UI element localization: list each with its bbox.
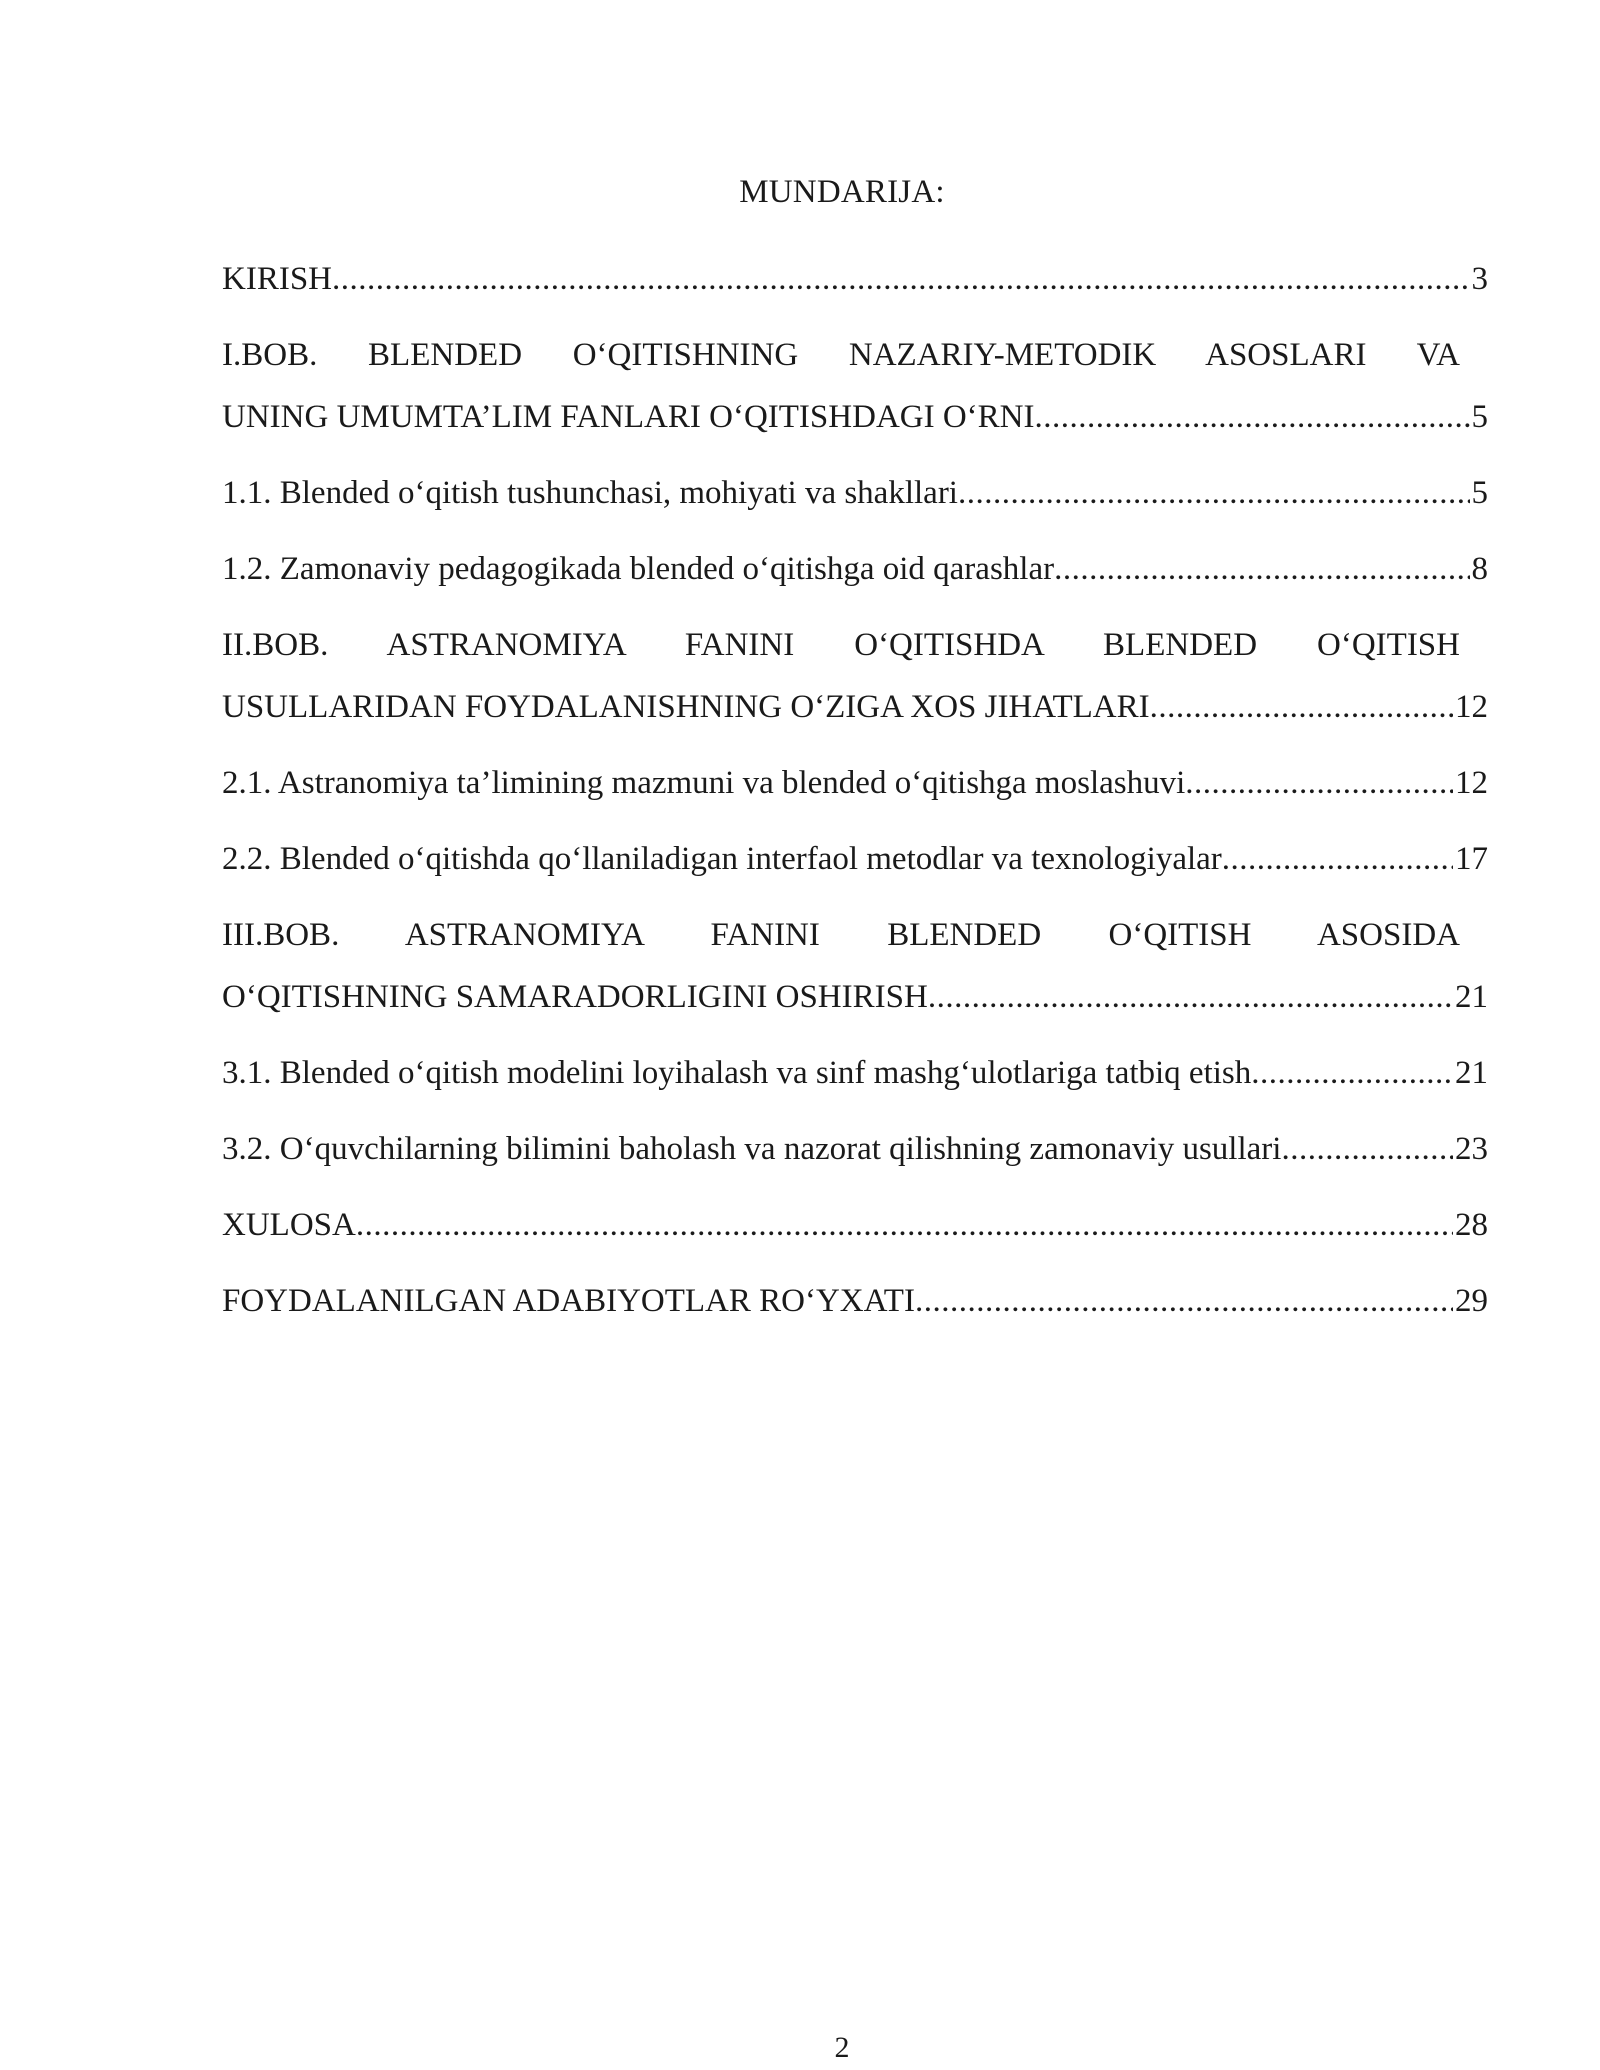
toc-entry-title-line2: UNING UMUMTA’LIM FANLARI O‘QITISHDAGI O‘RNI <box>222 399 1035 435</box>
toc-entry-title: 1.2. Zamonaviy pedagogikada blended o‘qitishga oid qarashlar <box>222 551 1055 587</box>
toc-leader-dots <box>1222 835 1453 883</box>
toc-entry-page: 29 <box>1455 1283 1488 1319</box>
toc-entry-page: 21 <box>1455 979 1488 1015</box>
toc-leader-dots <box>1251 1049 1453 1097</box>
toc-entry-kirish <box>222 255 1488 303</box>
toc-entry-title-line2: O‘QITISHNING SAMARADORLIGINI OSHIRISH <box>222 979 928 1015</box>
toc-entry-title: KIRISH <box>222 261 333 297</box>
toc-leader-dots <box>1054 545 1469 593</box>
toc-leader-dots <box>356 1201 1453 1249</box>
toc-entry-section-2-2 <box>222 835 1488 883</box>
toc-entry-xulosa <box>222 1201 1488 1249</box>
toc-leader-dots <box>1035 393 1470 441</box>
toc-entry-page: 17 <box>1455 841 1488 877</box>
toc-entry-page: 21 <box>1455 1055 1488 1091</box>
toc-entry-title: FOYDALANILGAN ADABIYOTLAR RO‘YXATI <box>222 1283 915 1319</box>
toc-entry-section-2-1 <box>222 759 1488 807</box>
toc-entry-section-3-1 <box>222 1049 1488 1097</box>
toc-leader-dots <box>1185 759 1453 807</box>
toc-entry-page: 12 <box>1455 765 1488 801</box>
toc-entry-section-1-1 <box>222 469 1488 517</box>
toc-entry-title-line1: II.BOB. ASTRANOMIYA FANINI O‘QITISHDA BLENDED O‘QITISH <box>222 627 1460 663</box>
toc-entry-title: 3.2. O‘quvchilarning bilimini baholash va nazorat qilishning zamonaviy usullari <box>222 1131 1282 1167</box>
toc-entry-page: 12 <box>1455 689 1488 725</box>
toc-entry-chapter-2 <box>222 621 1488 731</box>
toc-entry-title: 3.1. Blended o‘qitish modelini loyihalash va sinf mashg‘ulotlariga tatbiq etish <box>222 1055 1252 1091</box>
toc-entry-page: 5 <box>1471 399 1488 435</box>
toc-leader-dots <box>928 973 1453 1021</box>
toc-entry-page: 23 <box>1455 1131 1488 1167</box>
toc-leader-dots <box>1281 1125 1453 1173</box>
toc-entry-title: XULOSA <box>222 1207 356 1243</box>
toc-leader-dots <box>915 1277 1453 1325</box>
toc-entry-title-line1: III.BOB. ASTRANOMIYA FANINI BLENDED O‘QITISH ASOSIDA <box>222 917 1460 953</box>
toc-leader-dots <box>958 469 1470 517</box>
toc-entry-page: 3 <box>1471 261 1488 297</box>
toc-entry-bibliography <box>222 1277 1488 1325</box>
toc-entry-chapter-1 <box>222 331 1488 441</box>
toc-leader-dots <box>1150 683 1453 731</box>
toc-leader-dots <box>332 255 1469 303</box>
page-title: MUNDARIJA: <box>739 174 945 210</box>
toc-entry-page: 28 <box>1455 1207 1488 1243</box>
toc-entry-title: 2.2. Blended o‘qitishda qo‘llaniladigan interfaol metodlar va texnologiyalar <box>222 841 1222 877</box>
toc-entry-title: 1.1. Blended o‘qitish tushunchasi, mohiyati va shakllari <box>222 475 958 511</box>
toc-entry-title-line1: I.BOB. BLENDED O‘QITISHNING NAZARIY-METODIK ASOSLARI VA <box>222 337 1460 373</box>
toc-entry-page: 8 <box>1471 551 1488 587</box>
toc-entry-title: 2.1. Astranomiya ta’limining mazmuni va blended o‘qitishga moslashuvi <box>222 765 1186 801</box>
page-number: 2 <box>834 2031 850 2064</box>
toc-entry-chapter-3 <box>222 911 1488 1021</box>
toc-entry-section-3-2 <box>222 1125 1488 1173</box>
toc-entry-section-1-2 <box>222 545 1488 593</box>
toc-entry-title-line2: USULLARIDAN FOYDALANISHNING O‘ZIGA XOS JIHATLARI <box>222 689 1150 725</box>
toc-entry-page: 5 <box>1471 475 1488 511</box>
table-of-contents <box>222 255 1488 1325</box>
